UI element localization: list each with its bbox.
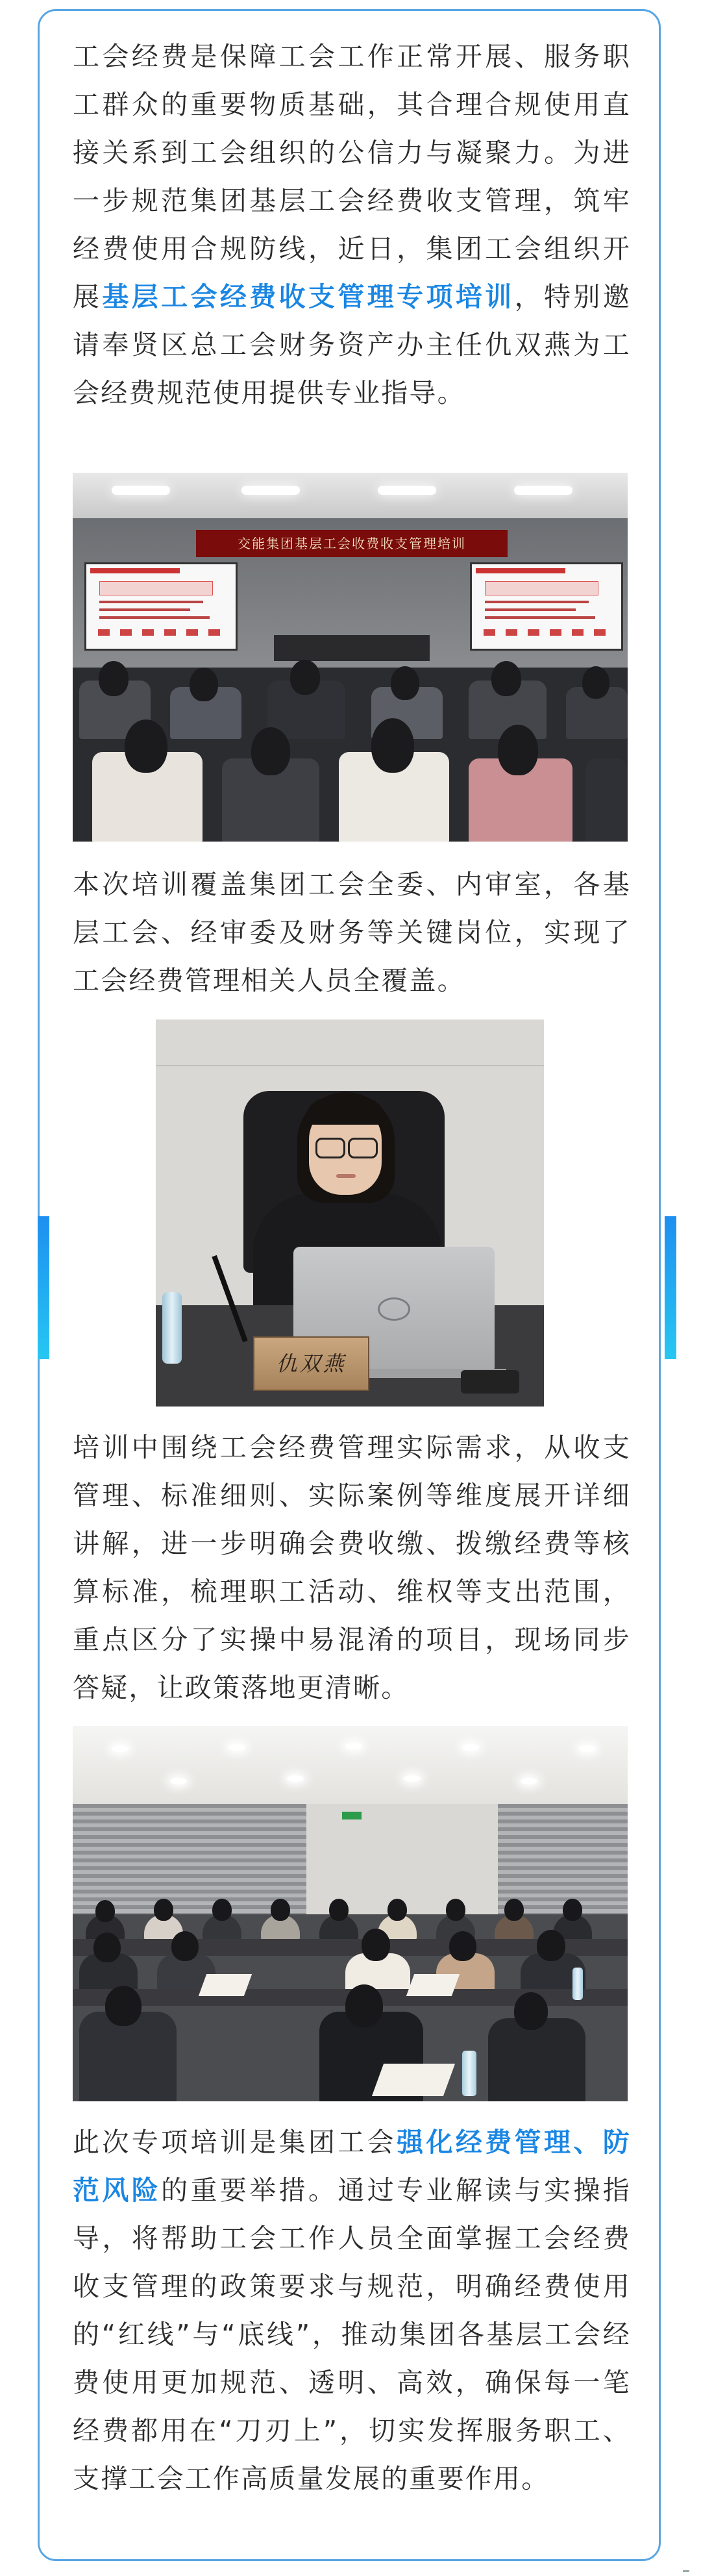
content-paragraph: 培训中围绕工会经费管理实际需求，从收支管理、标准细则、实际案例等维度展开详细讲解，进一步明确会费收缴、拨缴经费等核算标准，梳理职工活动、维权等支出范围，重点区分了实操中易混淆的项目，现场同步答疑，让政策落地更清晰。 bbox=[73, 1432, 631, 1703]
intro-text-after: ，特别邀请奉贤区总工会财务资产办主任仇双燕为工会经费规范使用提供专业指导。 bbox=[73, 281, 631, 408]
hall-banner: 交能集团基层工会收费收支管理培训 bbox=[196, 530, 508, 557]
phone bbox=[461, 1370, 519, 1394]
projection-screen-left bbox=[84, 562, 238, 651]
conclusion-paragraph bbox=[73, 2118, 631, 2503]
conclusion-text-before: 此次专项培训是集团工会 bbox=[73, 2127, 397, 2158]
projection-screen-right bbox=[470, 562, 623, 651]
nameplate-text: 仇双燕 bbox=[276, 1351, 347, 1376]
right-accent-bar bbox=[665, 1216, 676, 1359]
classroom-ceiling bbox=[73, 1726, 628, 1804]
left-accent-bar bbox=[38, 1216, 49, 1359]
laptop-logo-icon bbox=[378, 1297, 410, 1321]
training-title-highlight: 基层工会经费收支管理专项培训 bbox=[102, 281, 515, 312]
hall-stage bbox=[274, 635, 430, 661]
conclusion-highlight: 强化经费管理、防范风险 bbox=[73, 2127, 631, 2206]
intro-text-before: 工会经费是保障工会工作正常开展、服务职工群众的重要物质基础，其合理合规使用直接关系到工会组织的公信力与凝聚力。为进一步规范集团基层工会经费收支管理，筑牢经费使用合规防线，近日，集团工会组织开展 bbox=[73, 41, 631, 312]
speaker-photo bbox=[156, 1019, 544, 1407]
speaker-nameplate bbox=[253, 1336, 369, 1391]
hall-ceiling bbox=[73, 473, 628, 518]
training-hall-photo bbox=[73, 473, 628, 842]
water-bottle bbox=[162, 1292, 182, 1364]
bottom-marker bbox=[683, 2570, 689, 2572]
classroom-photo bbox=[73, 1726, 628, 2101]
exit-sign-icon bbox=[342, 1812, 362, 1819]
conclusion-text-after: 的重要举措。通过专业解读与实操指导，将帮助工会工作人员全面掌握工会经费收支管理的政策要求与规范，明确经费使用的“红线”与“底线”，推动集团各基层工会经费使用更加规范、透明、高效，确保每一笔经费都用在“刀刃上”，切实发挥服务职工、支撑工会工作高质量发展的重要作用。 bbox=[73, 2175, 631, 2494]
intro-paragraph bbox=[73, 32, 631, 417]
coverage-paragraph: 本次培训覆盖集团工会全委、内审室，各基层工会、经审委及财务等关键岗位，实现了工会经费管理相关人员全覆盖。 bbox=[73, 869, 631, 996]
